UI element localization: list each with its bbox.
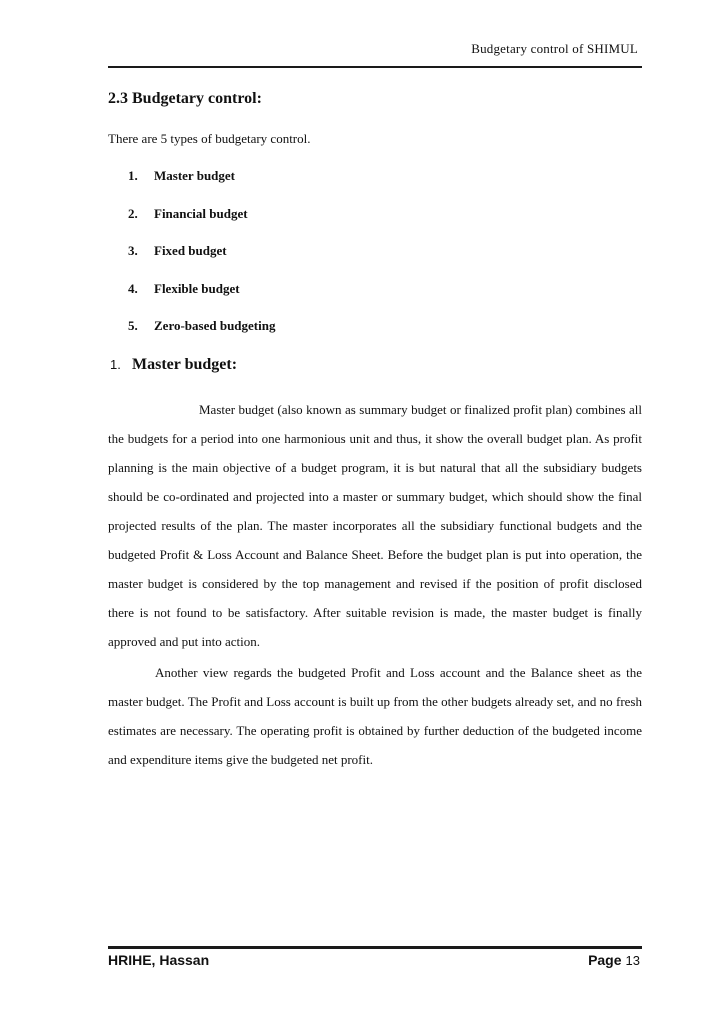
list-item-number: 3. <box>128 243 138 258</box>
list-item <box>128 243 275 281</box>
section-title: 2.3 Budgetary control: <box>108 90 262 107</box>
footer-page <box>588 952 640 970</box>
list-item-label: Zero-based budgeting <box>154 318 276 333</box>
list-item-number: 1. <box>128 168 138 183</box>
subsection-heading <box>110 356 237 374</box>
paragraph-master-budget: Master budget (also known as summary budget or finalized profit plan) combines all the budgets for a period into one harmonious unit and thus, it show the overall budget plan. As profit planning is the main objective of a budget program, it is but natural that all the subsidiary budgets should be co-ordinated and projected into a master or summary budget, which should show the final projected results of the plan. The master incorporates all the subsidiary functional budgets and the budgeted Profit & Loss Account and Balance Sheet. Before the budget plan is put into operation, the master budget is considered by the top management and revised if the position of profit disclosed there is not found to be satisfactory. After suitable revision is made, the master budget is finally approved and put into action. <box>108 402 642 649</box>
subsection-number: 1. <box>110 357 121 372</box>
footer-divider <box>108 946 642 949</box>
running-header: Budgetary control of SHIMUL <box>471 41 638 56</box>
list-item-number: 2. <box>128 205 138 221</box>
intro-text: There are 5 types of budgetary control. <box>108 131 311 146</box>
list-item-label: Flexible budget <box>154 280 240 296</box>
subsection-title: Master budget: <box>132 356 238 373</box>
page-number: 13 <box>625 953 640 968</box>
list-item-label: Fixed budget <box>154 243 227 258</box>
header-divider <box>108 66 642 68</box>
list-item <box>128 318 275 356</box>
page-label: Page <box>588 952 622 968</box>
footer-author: HRIHE, Hassan <box>108 952 210 968</box>
paragraph-another-view: Another view regards the budgeted Profit and Loss account and the Balance sheet as the master budget. The Profit and Loss account is built up from the other budgets already set, and no fresh estimates are necessary. The operating profit is obtained by further deduction of the budgeted income and expenditure items give the budgeted net profit. <box>108 665 642 767</box>
list-item <box>128 168 275 206</box>
list-item <box>128 281 275 319</box>
budget-types-list <box>128 168 275 356</box>
list-item-label: Financial budget <box>154 205 248 221</box>
list-item-label: Master budget <box>154 168 236 183</box>
list-item-number: 4. <box>128 280 138 296</box>
list-item-number: 5. <box>128 318 138 333</box>
list-item <box>128 206 275 244</box>
